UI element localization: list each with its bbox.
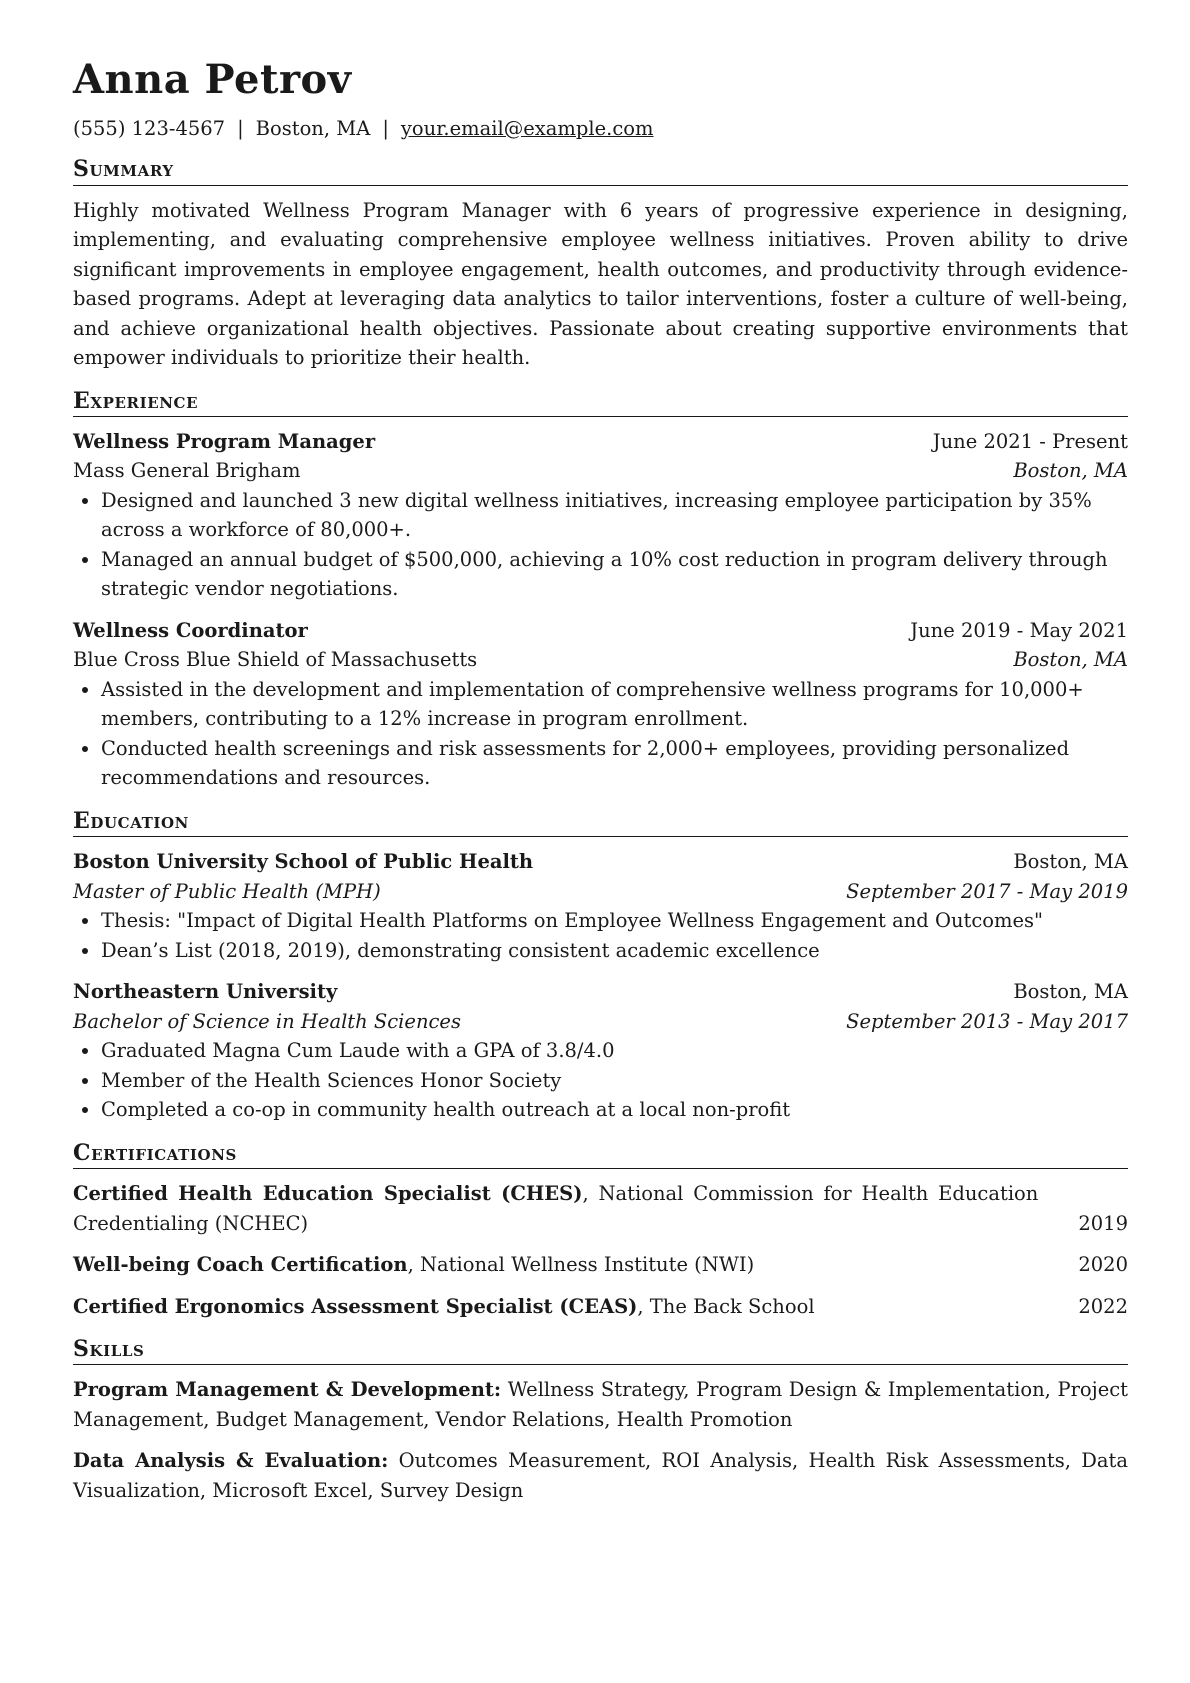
entry-header-row [73,616,1128,646]
certifications-section [73,1141,1128,1321]
skill-category: Data Analysis & Evaluation: [73,1449,389,1473]
list-item: • Managed an annual budget of $500,000, achieving a 10% cost reduction in program delivery through strategic vendor negotiations. [101,545,1128,604]
list-item: • Graduated Magna Cum Laude with a GPA of 3.8/4.0 [101,1036,1128,1066]
experience-entry [73,616,1128,793]
certification-item [73,1250,1128,1280]
school-location: Boston, MA [1013,850,1128,874]
section-title-summary: Summary [73,157,1128,185]
education-entry [73,977,1128,1125]
job-dates: June 2021 - Present [932,429,1128,453]
section-title-skills: Skills [73,1337,1128,1365]
summary-text: Highly motivated Wellness Program Manager with 6 years of progressive experience in designing, implementing, and evaluating comprehensive employee wellness initiatives. Proven ability to drive significant improvements in employee engagement, health outcomes, and productivity through evidence-based programs. Adept at leveraging data analytics to tailor interventions, foster a culture of well-being, and achieve organizational health objectives. Passionate about creating supportive environments that empower individuals to prioritize their health. [73,198,1128,370]
certification-text [73,1179,1078,1238]
certification-issuer: , National Commission for Health Education Credentialing (NCHEC) [73,1182,1039,1235]
section-title-certifications: Certifications [73,1141,1128,1169]
entry-header-row [73,847,1128,877]
certification-text [73,1250,1078,1280]
list-item: • Designed and launched 3 new digital wellness initiatives, increasing employee participation by 35% across a workforce of 80,000+. [101,486,1128,545]
entry-header-row [73,427,1128,457]
bullet-list [73,675,1128,793]
skill-list: Wellness Strategy, Program Design & Implementation, Project Management, Budget Management, Vendor Relations, Health Promotion [73,1378,1128,1431]
bullet-list [73,906,1128,965]
school-name: Boston University School of Public Health [73,850,534,874]
job-title: Wellness Coordinator [73,618,308,642]
school-location: Boston, MA [1013,980,1128,1004]
section-title-experience: Experience [73,389,1128,417]
entry-subheader-row [73,877,1128,907]
list-item: • Member of the Health Sciences Honor Society [101,1066,1128,1096]
certification-year: 2022 [1078,1294,1128,1318]
experience-section [73,389,1128,793]
list-item: • Thesis: "Impact of Digital Health Platforms on Employee Wellness Engagement and Outcomes" [101,906,1128,936]
skills-section [73,1337,1128,1505]
skill-category: Program Management & Development: [73,1378,502,1402]
skill-group [73,1446,1128,1505]
education-dates: September 2013 - May 2017 [846,1009,1128,1033]
education-section [73,809,1128,1125]
certification-item [73,1292,1128,1322]
email-link[interactable]: your.email@example.com [400,117,654,140]
skill-group [73,1375,1128,1434]
entry-subheader-row [73,456,1128,486]
degree: Master of Public Health (MPH) [73,879,381,903]
contact-line [73,116,1128,141]
resume-page [73,58,1128,1505]
certification-text [73,1292,1078,1322]
summary-section [73,157,1128,372]
certification-issuer: , National Wellness Institute (NWI) [407,1253,755,1277]
entry-subheader-row [73,1007,1128,1037]
section-title-education: Education [73,809,1128,837]
contact-separator: | [237,117,244,140]
certification-name: Certified Ergonomics Assessment Specialist (CEAS) [73,1294,638,1318]
entry-header-row [73,977,1128,1007]
certification-year: 2020 [1078,1253,1128,1277]
school-name: Northeastern University [73,980,338,1004]
contact-separator: | [382,117,389,140]
certification-issuer: , The Back School [637,1294,815,1318]
skill-list: Outcomes Measurement, ROI Analysis, Health Risk Assessments, Data Visualization, Microsoft Excel, Survey Design [73,1449,1128,1502]
certification-name: Certified Health Education Specialist (CHES) [73,1182,583,1206]
education-entry [73,847,1128,965]
certification-name: Well-being Coach Certification [73,1253,408,1277]
job-location: Boston, MA [1013,648,1128,672]
company-name: Blue Cross Blue Shield of Massachusetts [73,648,478,672]
list-item: • Conducted health screenings and risk assessments for 2,000+ employees, providing personalized recommendations and resources. [101,734,1128,793]
bullet-list [73,486,1128,604]
entry-subheader-row [73,645,1128,675]
job-title: Wellness Program Manager [73,429,376,453]
location: Boston, MA [255,117,371,140]
job-dates: June 2019 - May 2021 [910,618,1128,642]
list-item: • Assisted in the development and implementation of comprehensive wellness programs for 10,000+ members, contributing to a 12% increase in program enrollment. [101,675,1128,734]
bullet-list [73,1036,1128,1125]
job-location: Boston, MA [1013,459,1128,483]
candidate-name: Anna Petrov [73,56,352,103]
certification-item [73,1179,1128,1238]
degree: Bachelor of Science in Health Sciences [73,1009,461,1033]
education-dates: September 2017 - May 2019 [846,879,1128,903]
certification-year: 2019 [1078,1211,1128,1235]
phone-number: (555) 123-4567 [73,117,226,140]
company-name: Mass General Brigham [73,459,301,483]
list-item: • Completed a co-op in community health outreach at a local non-profit [101,1095,1128,1125]
list-item: • Dean’s List (2018, 2019), demonstrating consistent academic excellence [101,936,1128,966]
experience-entry [73,427,1128,604]
